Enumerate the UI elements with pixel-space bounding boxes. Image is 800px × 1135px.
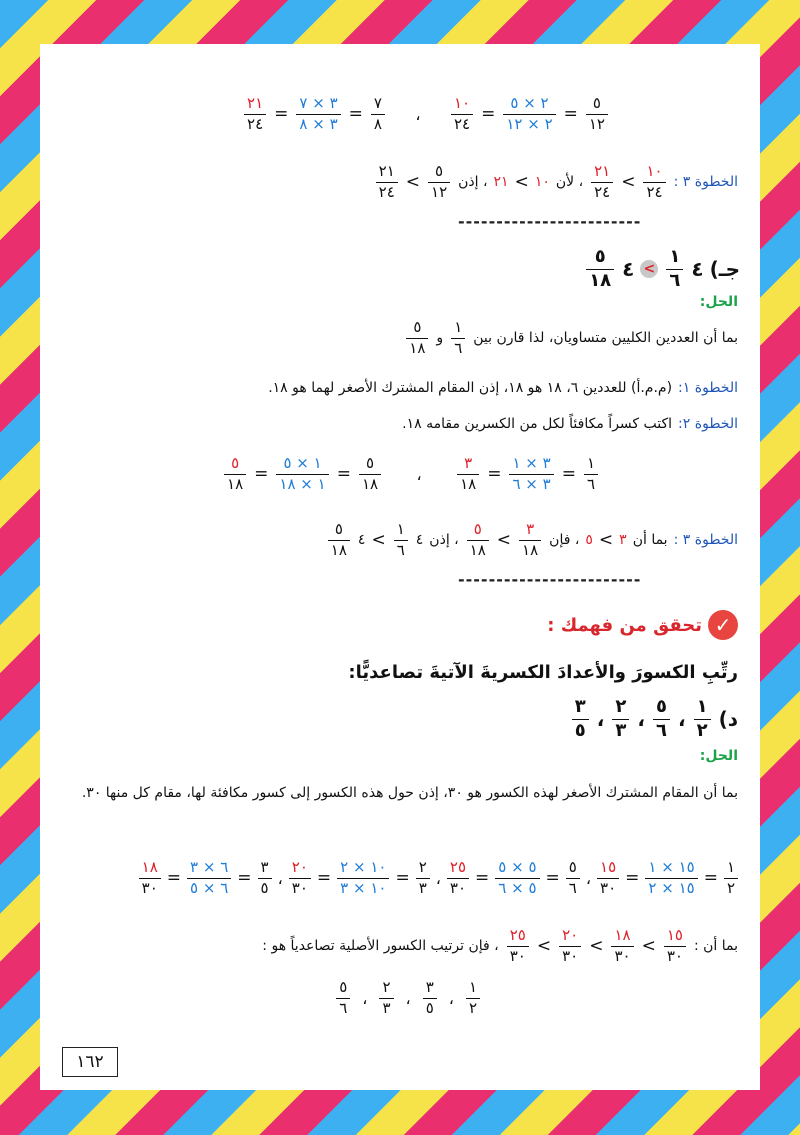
and-text: و bbox=[436, 330, 444, 347]
equation-row-1: $\frac{٥}{١٢}$ = $\frac{٢ \times ٥}{٢ \times ١٢}$ = $\frac{١٠}{٢٤}$ ، $\frac{٧}{٨}$ = $\frac{٣ \times ٧}{٣ \times ٨}$ = $\frac{٢١}{٢٤}$ bbox=[242, 96, 610, 133]
frac-num: ١ bbox=[468, 978, 477, 996]
frac-den: ١٨ bbox=[519, 540, 541, 559]
frac-num: ٢ × ٥ bbox=[510, 94, 549, 112]
frac-num: ٢٥ bbox=[509, 926, 526, 944]
frac-num: ٥ bbox=[592, 94, 601, 112]
step-label: الخطوة ٣ : bbox=[673, 532, 738, 549]
frac-den: ١٨ bbox=[359, 474, 381, 493]
frac-den: ١ × ١٨ bbox=[276, 474, 328, 493]
final-order-row: $\frac{١}{٢}$ ، $\frac{٣}{٥}$ ، $\frac{٢}{٣}$ ، $\frac{٥}{٦}$ bbox=[334, 980, 482, 1017]
frac-num: ١ bbox=[696, 696, 708, 717]
frac-den: ٢٤ bbox=[376, 182, 398, 201]
frac-den: ٣٠ bbox=[559, 946, 581, 965]
frac-den: ٦ bbox=[584, 474, 598, 493]
frac-num: ٥ bbox=[435, 162, 444, 180]
whole-number: ٤ bbox=[415, 532, 424, 549]
frac-num: ١٠ × ٢ bbox=[340, 858, 387, 876]
frac-den: ٦ bbox=[653, 719, 670, 741]
frac-den: ٥ bbox=[423, 998, 437, 1017]
frac-num: ١ bbox=[726, 858, 735, 876]
frac-den: ٥ × ٦ bbox=[495, 878, 539, 897]
frac-num: ٦ × ٣ bbox=[190, 858, 229, 876]
frac-den: ١٨ bbox=[224, 474, 246, 493]
frac-den: ٢٤ bbox=[643, 182, 665, 201]
frac-den: ٣ bbox=[416, 878, 430, 897]
frac-den: ١٨ bbox=[586, 269, 614, 291]
step3-row-a bbox=[374, 164, 738, 201]
frac-num: ٣ bbox=[260, 858, 269, 876]
frac-den: ٢ bbox=[694, 719, 711, 741]
divider-dashes: ------------------------ bbox=[458, 570, 642, 589]
frac-den: ١٠ × ٣ bbox=[337, 878, 389, 897]
part-d-label: د) bbox=[718, 707, 738, 732]
frac-num: ١٥ bbox=[666, 926, 683, 944]
frac-den: ٣٠ bbox=[597, 878, 619, 897]
lt-sign: > bbox=[514, 172, 529, 193]
frac-num: ٢ bbox=[382, 978, 391, 996]
paragraph-1 bbox=[404, 320, 738, 357]
frac-num: ٥ bbox=[568, 858, 577, 876]
page-number: ١٦٢ bbox=[62, 1047, 118, 1077]
order-row: بما أن : $\frac{١٥}{٣٠}$ > $\frac{١٨}{٣٠}$ > $\frac{٢٠}{٣٠}$ > $\frac{٢٥}{٣٠}$ ، فإن ترتيب الكسور الأصلية تصاعدياً هو : bbox=[262, 926, 738, 965]
frac-num: ١٥ × ١ bbox=[648, 858, 695, 876]
whole-number: ٤ bbox=[357, 532, 366, 549]
frac-num: ٥ bbox=[334, 520, 343, 538]
frac-num: ٣ × ١ bbox=[512, 454, 551, 472]
equation-row-d: $\frac{١}{٢}$ = $\frac{١٥ \times ١}{١٥ \times ٢}$ = $\frac{١٥}{٣٠}$ ، $\frac{٥}{٦}$ = $\frac{٥ \times ٥}{٥ \times ٦}$ = $\frac{٢٥}{٣٠}$ ، $\frac{٢}{٣}$ = $\frac{١٠ \times ٢}{١٠ \times ٣}$ = $\frac{٢٠}{٣٠}$ ، $\frac{٣}{٥}$ = $\frac{٦ \times ٣}{٦ \times ٥}$ = $\frac{١٨}{٣٠}$ bbox=[137, 860, 740, 897]
check-title: تحقق من فهمك : bbox=[547, 614, 702, 636]
frac-den: ٢٤ bbox=[591, 182, 613, 201]
frac-num: ٢١ bbox=[378, 162, 395, 180]
step-label: الخطوة ٢: bbox=[678, 416, 738, 432]
frac-den: ٣٠ bbox=[139, 878, 161, 897]
frac-den: ٦ bbox=[566, 878, 580, 897]
part-c-label: جـ) bbox=[709, 257, 740, 282]
task-instruction: رتِّبِ الكسورَ والأعدادَ الكسريةَ الآتيةَ تصاعديًّا: bbox=[348, 662, 738, 683]
frac-den: ٣٠ bbox=[447, 878, 469, 897]
frac-num: ٢٥ bbox=[449, 858, 467, 876]
whole-number: ٤ bbox=[622, 257, 635, 282]
frac-num: ٣ bbox=[425, 978, 434, 996]
lt-sign: > bbox=[621, 172, 636, 193]
frac-num: ٧ bbox=[373, 94, 382, 112]
step3-row-b: الخطوة ٣ : بما أن ٣ > ٥ ، فإن $\frac{٣}{١٨}$ > $\frac{٥}{١٨}$ ، إذن ٤ $\frac{١}{٦}$ > ٤ $\frac{٥}{١٨}$ bbox=[326, 522, 738, 559]
part-d-problem: د) $\frac{١}{٢}$ ، $\frac{٥}{٦}$ ، $\frac{٢}{٣}$ ، $\frac{٣}{٥}$ bbox=[570, 698, 738, 741]
step-text: (م.م.أ) للعددين ٦، ١٨ هو ١٨، إذن المقام المشترك الأصغر لهما هو ١٨. bbox=[268, 380, 673, 396]
checkmark-icon: ✓ bbox=[708, 610, 738, 640]
frac-den: ٦ bbox=[666, 269, 683, 291]
frac-den: ٢٤ bbox=[451, 114, 473, 133]
frac-num: ٢ bbox=[418, 858, 427, 876]
frac-den: ١٢ bbox=[428, 182, 450, 201]
because-text: ، لأن bbox=[555, 174, 584, 191]
step2-row bbox=[402, 416, 738, 432]
num-three: ٣ bbox=[619, 532, 627, 549]
since-text: بما أن bbox=[632, 532, 668, 549]
equation-row-2: $\frac{١}{٦}$ = $\frac{٣ \times ١}{٣ \times ٦}$ = $\frac{٣}{١٨}$ ، $\frac{٥}{١٨}$ = $\frac{١ \times ٥}{١ \times ١٨}$ = $\frac{٥}{١٨}$ bbox=[222, 456, 600, 493]
num-ten: ١٠ bbox=[534, 174, 550, 191]
solution-label: الحل: bbox=[699, 294, 738, 310]
frac-num: ٣ bbox=[464, 454, 473, 472]
frac-num: ١٨ bbox=[614, 926, 631, 944]
step-text: اكتب كسراً مكافئاً لكل من الكسرين مقامه ١٨. bbox=[402, 416, 673, 432]
since-text: بما أن : bbox=[693, 938, 738, 955]
solution-label: الحل: bbox=[699, 748, 738, 764]
paragraph-text: بما أن العددين الكليين متساويان، لذا قارن بين bbox=[473, 330, 738, 347]
frac-den: ٣ bbox=[612, 719, 629, 741]
frac-den: ٣٠ bbox=[507, 946, 529, 965]
frac-den: ٣ × ٨ bbox=[296, 114, 340, 133]
frac-den: ٣٠ bbox=[664, 946, 686, 965]
whole-number: ٤ bbox=[691, 257, 704, 282]
frac-den: ١٨ bbox=[406, 338, 428, 357]
frac-den: ٥ bbox=[572, 719, 589, 741]
frac-den: ٣ × ٦ bbox=[509, 474, 553, 493]
step-label: الخطوة ١: bbox=[678, 380, 738, 396]
frac-num: ٥ bbox=[413, 318, 422, 336]
separator: ، bbox=[416, 464, 422, 484]
lt-sign: > bbox=[405, 172, 421, 193]
part-c-problem bbox=[584, 248, 740, 291]
frac-num: ٣ × ٧ bbox=[299, 94, 338, 112]
frac-den: ٣ bbox=[379, 998, 393, 1017]
frac-num: ٢١ bbox=[247, 94, 264, 112]
frac-num: ٥ bbox=[339, 978, 348, 996]
frac-den: ٥ bbox=[258, 878, 272, 897]
frac-num: ٥ bbox=[473, 520, 482, 538]
frac-den: ٣٠ bbox=[289, 878, 311, 897]
frac-num: ١٥ bbox=[600, 858, 617, 876]
frac-den: ١٨ bbox=[467, 540, 489, 559]
num-twentyone: ٢١ bbox=[493, 174, 509, 191]
frac-den: ٣٠ bbox=[611, 946, 633, 965]
frac-den: ١٨ bbox=[328, 540, 350, 559]
frac-den: ٢٤ bbox=[244, 114, 266, 133]
frac-den: ١٢ bbox=[586, 114, 608, 133]
frac-num: ١ bbox=[586, 454, 595, 472]
frac-num: ٢٠ bbox=[291, 858, 308, 876]
frac-den: ٢ × ١٢ bbox=[503, 114, 555, 133]
frac-den: ٢ bbox=[466, 998, 480, 1017]
frac-num: ٣ bbox=[526, 520, 535, 538]
frac-den: ٢ bbox=[724, 878, 738, 897]
frac-den: ٦ bbox=[336, 998, 350, 1017]
frac-num: ١٠ bbox=[453, 94, 471, 112]
frac-num: ٢٠ bbox=[562, 926, 579, 944]
frac-num: ١ bbox=[454, 318, 463, 336]
frac-num: ٥ bbox=[365, 454, 375, 472]
frac-num: ١٠ bbox=[646, 162, 663, 180]
then-text: ، إذن bbox=[429, 532, 459, 549]
then-text: ، فإن bbox=[549, 532, 580, 549]
step1-row bbox=[268, 380, 738, 396]
frac-num: ١ bbox=[669, 246, 681, 267]
frac-num: ١ × ٥ bbox=[283, 454, 322, 472]
comparison-circle: > bbox=[640, 260, 658, 278]
then-text: ، إذن bbox=[458, 174, 488, 191]
frac-num: ٥ × ٥ bbox=[498, 858, 537, 876]
frac-num: ١٨ bbox=[141, 858, 158, 876]
order-text: ، فإن ترتيب الكسور الأصلية تصاعدياً هو : bbox=[262, 938, 499, 955]
frac-den: ١٥ × ٢ bbox=[645, 878, 697, 897]
frac-num: ٢ bbox=[615, 696, 627, 717]
divider-dashes: ------------------------ bbox=[458, 212, 642, 231]
check-understanding-header bbox=[547, 610, 738, 640]
frac-num: ٢١ bbox=[594, 162, 611, 180]
frac-den: ٦ × ٥ bbox=[187, 878, 231, 897]
frac-num: ٥ bbox=[231, 454, 240, 472]
separator: ، bbox=[415, 104, 421, 124]
num-five: ٥ bbox=[585, 532, 593, 549]
frac-den: ٦ bbox=[394, 540, 408, 559]
frac-den: ١٨ bbox=[457, 474, 479, 493]
step-label: الخطوة ٣ : bbox=[673, 174, 738, 191]
frac-num: ١ bbox=[396, 520, 405, 538]
frac-num: ٥ bbox=[655, 696, 667, 717]
paragraph-2: بما أن المقام المشترك الأصغر لهذه الكسور هو ٣٠، إذن حول هذه الكسور إلى كسور مكافئة لها، مقام كل منها ٣٠. bbox=[81, 785, 738, 801]
frac-num: ٣ bbox=[574, 696, 586, 717]
frac-num: ٥ bbox=[594, 246, 606, 267]
frac-den: ٦ bbox=[451, 338, 465, 357]
frac-den: ٨ bbox=[371, 114, 385, 133]
